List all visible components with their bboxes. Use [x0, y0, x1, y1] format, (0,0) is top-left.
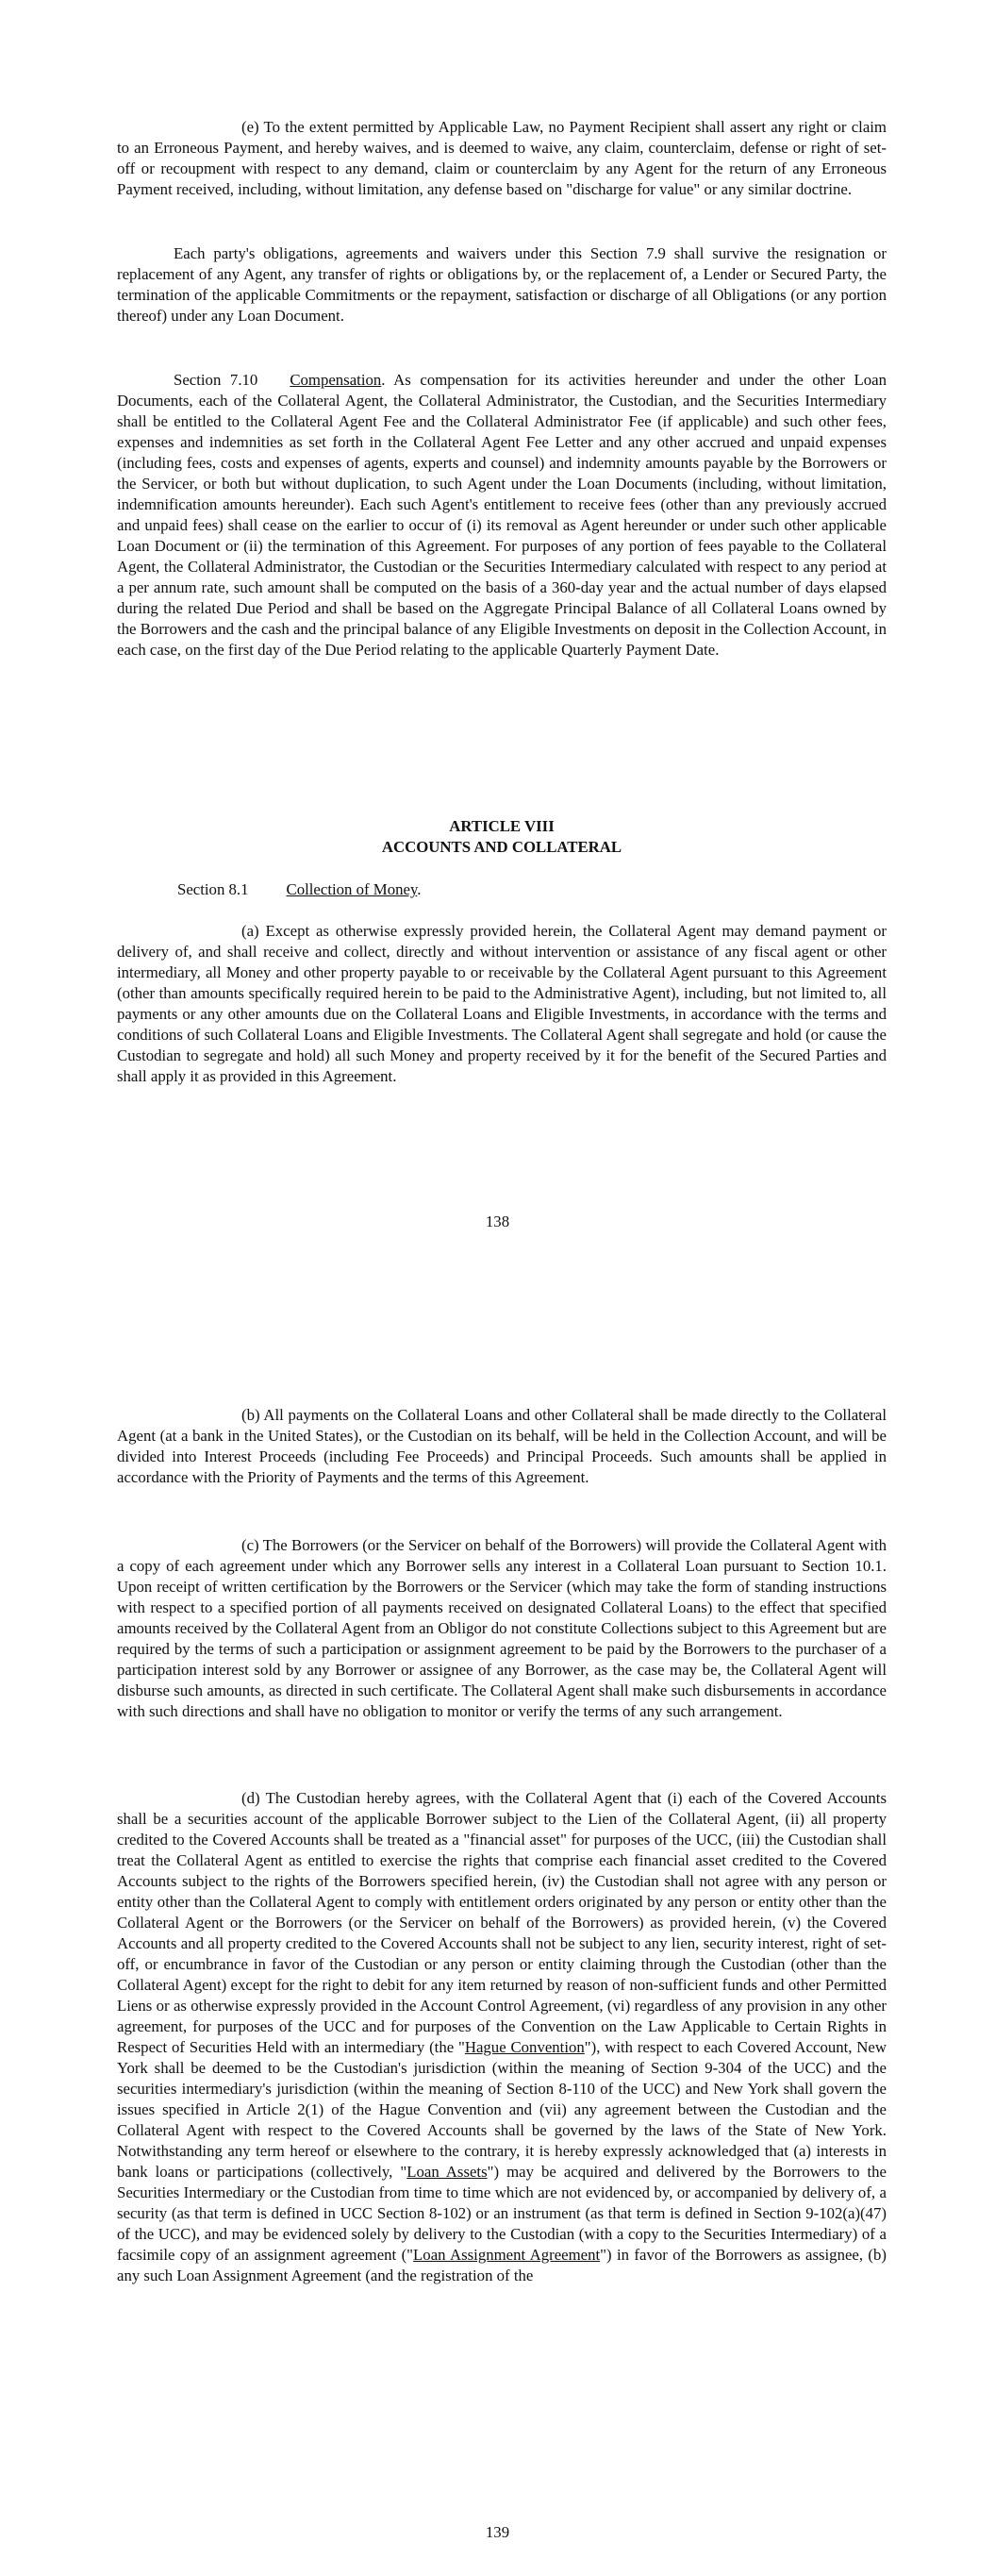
page-number-138: 138	[485, 1213, 510, 1230]
page-number-139: 139	[485, 2523, 510, 2541]
paragraph-survival: Each party's obligations, agreements and waivers under this Section 7.9 shall survive the resignation or replacement of any Agent, any transfer of rights or obligations by, or the replacement of, a Lender or Secured Party, the termination of the applicable Commitments or the repayment, satisfaction or discharge of all Obligations (or any portion thereof) under any Loan Document.	[117, 244, 887, 325]
paragraph-a: (a) Except as otherwise expressly provided herein, the Collateral Agent may demand payment or delivery of, and shall receive and collect, directly and without intervention or assistance of any fiscal agent or other intermediary, all Money and other property payable to or receivable by the Collateral Agent pursuant to this Agreement (other than amounts specifically required herein to be paid to the Administrative Agent), including, but not limited to, all payments or any other amounts due on the Collateral Loans and Eligible Investments, in accordance with the terms and conditions of such Collateral Loans and Eligible Investments. The Collateral Agent shall segregate and hold (or cause the Custodian to segregate and hold) all such Money and property received by it for the benefit of the Secured Parties and shall apply it as provided in this Agreement.	[117, 922, 887, 1085]
paragraph-d-part-1: (d) The Custodian hereby agrees, with the Collateral Agent that (i) each of the Covered Accounts shall be a securities account of the applicable Borrower subject to the Lien of the Collateral Agent, (ii) all property credited to the Covered Accounts shall be treated as a "financial asset" for purposes of the UCC, (iii) the Custodian shall treat the Collateral Agent as entitled to exercise the rights that comprise each financial asset credited to the Covered Accounts subject to the rights of the Borrowers specified herein, (iv) the Custodian shall not agree with any person or entity other than the Collateral Agent to comply with entitlement orders originated by any person or entity other than the Collateral Agent or the Borrowers (or the Servicer on behalf of the Borrowers) as provided herein, (v) the Covered Accounts and all property credited to the Covered Accounts shall not be subject to any lien, security interest, right of set-off, or encumbrance in favor of the Custodian or any person or entity claiming through the Custodian (other than the Collateral Agent) except for the right to debit for any item returned by reason of non-sufficient funds and other Permitted Liens or as otherwise expressly provided in the Account Control Agreement, (vi) regardless of any provision in any other agreement, for purposes of the UCC and for purposes of the Convention on the Law Applicable to Certain Rights in Respect of Securities Held with an intermediary (the "	[117, 1789, 887, 2056]
section-8-1-heading	[177, 879, 421, 900]
term-loan-assignment-agreement: Loan Assignment Agreement	[413, 2246, 601, 2264]
paragraph-d-part-2: "), with respect to each Covered Account, New York shall be deemed to be the Custodian's jurisdiction (within the meaning of Section 9-304 of the UCC) and the securities intermediary's jurisdiction (within the meaning of Section 8-110 of the UCC) and New York shall govern the issues specified in Article 2(1) of the Hague Convention and (vii) any agreement between the Custodian and the Collateral Agent with respect to the Covered Accounts shall be governed by the laws of the State of New York. Notwithstanding any term hereof or elsewhere to the contrary, it is hereby expressly acknowledged that (a) interests in bank loans or participations (collectively, "	[117, 2038, 887, 2181]
term-hague-convention: Hague Convention	[464, 2038, 585, 2056]
paragraph-e: (e) To the extent permitted by Applicable Law, no Payment Recipient shall assert any right or claim to an Erroneous Payment, and hereby waives, and is deemed to waive, any claim, counterclaim, defense or right of set-off or recoupment with respect to any demand, claim or counterclaim by any Agent for the return of any Erroneous Payment received, including, without limitation, any defense based on "discharge for value" or any similar doctrine.	[117, 118, 887, 198]
paragraph-d	[117, 1788, 887, 2286]
article-number: ARTICLE VIII	[449, 817, 555, 835]
term-loan-assets: Loan Assets	[406, 2163, 488, 2181]
paragraph-b: (b) All payments on the Collateral Loans and other Collateral shall be made directly to the Collateral Agent (at a bank in the United States), or the Custodian on its behalf, will be held in the Collection Account, and will be divided into Interest Proceeds (including Fee Proceeds) and Principal Proceeds. Such amounts shall be applied in accordance with the Priority of Payments and the terms of this Agreement.	[117, 1406, 887, 1486]
section-7-10-text: . As compensation for its activities hereunder and under the other Loan Documents, each of the Collateral Agent, the Collateral Administrator, the Custodian, and the Securities Intermediary shall be entitled to the Collateral Agent Fee and the Collateral Administrator Fee (if applicable) and such other fees, expenses and indemnities as set forth in the Collateral Agent Fee Letter and any other accrued and unpaid expenses (including fees, costs and expenses of agents, experts and counsel) and indemnity amounts payable by the Borrowers or the Servicer, or both but without duplication, to such Agent under the Loan Documents (including, without limitation, indemnification amounts hereunder). Each such Agent's entitlement to receive fees (other than any previously accrued and unpaid fees) shall cease on the earlier to occur of (i) its removal as Agent hereunder or under such other applicable Loan Document or (ii) the termination of this Agreement. For purposes of any portion of fees payable to the Collateral Agent, the Collateral Administrator, the Custodian or the Securities Intermediary calculated with respect to any period at a per annum rate, such amount shall be computed on the basis of a 360-day year and the actual number of days elapsed during the related Due Period and shall be based on the Aggregate Principal Balance of all Collateral Loans owned by the Borrowers and the cash and the principal balance of any Eligible Investments on deposit in the Collection Account, in each case, on the first day of the Due Period relating to the applicable Quarterly Payment Date.	[117, 371, 887, 659]
section-8-1-number: Section 8.1	[177, 880, 249, 898]
section-7-10-number: Section 7.10	[174, 371, 258, 389]
paragraph-c: (c) The Borrowers (or the Servicer on behalf of the Borrowers) will provide the Collateral Agent with a copy of each agreement under which any Borrower sells any interest in a Collateral Loan pursuant to Section 10.1. Upon receipt of written certification by the Borrowers or the Servicer (which may take the form of standing instructions with respect to a specified portion of all payments received on designated Collateral Loans) to the effect that specified amounts received by the Collateral Agent from an Obligor do not constitute Collections subject to this Agreement but are required by the terms of such a participation or assignment agreement to be paid by the Borrowers to the purchaser of a participation interest sold by any Borrower or assignee of any Borrower, as the case may be, the Collateral Agent will disburse such amounts, as directed in such certificate. The Collateral Agent shall make such disbursements in accordance with such directions and shall have no obligation to monitor or verify the terms of any such arrangement.	[117, 1536, 887, 1720]
section-8-1-title: Collection of Money	[286, 880, 418, 898]
section-7-10	[117, 370, 887, 661]
article-title: ACCOUNTS AND COLLATERAL	[381, 838, 622, 856]
paragraph-d-part-3: ") may be acquired and delivered by the Borrowers to the Securities Intermediary or the Custodian from time to time which are not evidenced by, or accompanied by delivery of, a security (as that term is defined in UCC Section 8-102) or an instrument (as that term is defined in Section 9-102(a)(47) of the UCC), and may be evidenced solely by delivery to the Custodian (with a copy to the Securities Intermediary) of a facsimile copy of an assignment agreement ("	[117, 2163, 887, 2264]
paragraph-d-part-4: ") in favor of the Borrowers as assignee, (b) any such Loan Assignment Agreement (and the registration of the	[117, 2246, 887, 2284]
section-7-10-title: Compensation	[290, 371, 382, 389]
section-8-1-period: .	[417, 880, 422, 898]
page-139	[0, 1288, 995, 2576]
